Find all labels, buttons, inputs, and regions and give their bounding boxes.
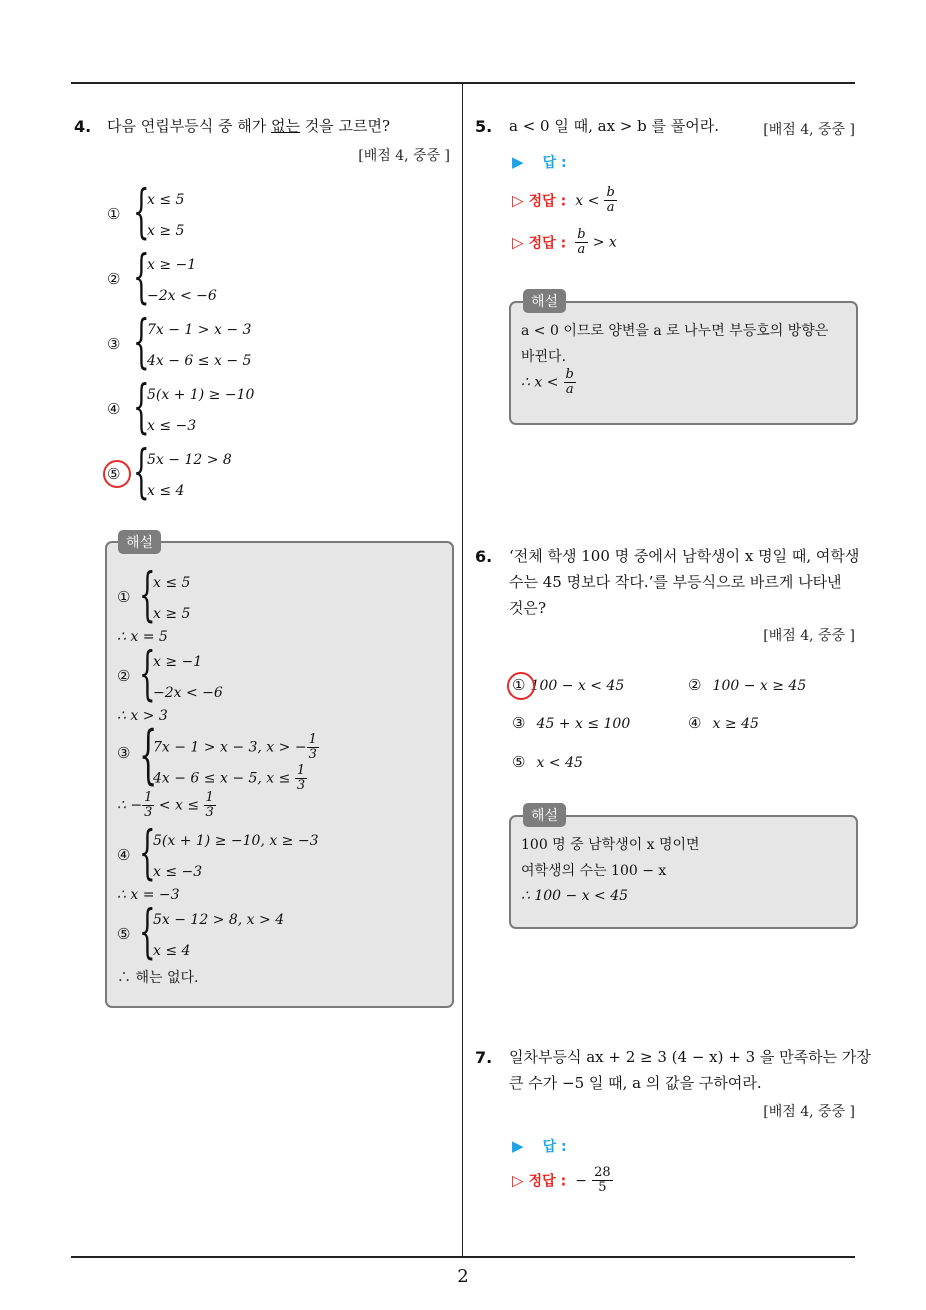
brace-icon: { [139, 818, 156, 886]
q4-score: [배점 4, 중중 ] [358, 148, 450, 164]
play-arrow-icon: ▶ [512, 153, 524, 171]
q5-question: a < 0 일 때, ax > b 를 풀어라. [509, 117, 720, 135]
expl-mark: ④ [117, 846, 131, 864]
brace-icon: { [139, 560, 156, 628]
expl-mark: ③ [117, 744, 131, 762]
option-text: 45 + x ≤ 100 [536, 716, 631, 732]
bottom-rule [71, 1256, 855, 1258]
expl-mark: ① [117, 588, 131, 606]
option-mark: ③ [512, 714, 526, 732]
answer-expr: > x [592, 234, 617, 251]
q6-expl-line-3: ∴ 100 − x < 45 [521, 888, 629, 904]
outline-arrow-icon: ▷ [512, 1171, 524, 1190]
expl-line-2: −2x < −6 [153, 685, 223, 701]
expl-conclusion: ∴ x = −3 [117, 887, 180, 903]
q6-explanation-tag: 해설 [523, 803, 566, 827]
brace-icon: { [139, 718, 158, 792]
option-mark: ⑤ [512, 753, 526, 771]
option-text: 100 − x < 45 [530, 678, 625, 694]
q6-expl-line-2: 여학생의 수는 100 − x [521, 863, 667, 879]
q6-option-4[interactable] [688, 713, 759, 732]
outline-arrow-icon: ▷ [512, 233, 524, 252]
q6-option-1[interactable] [512, 675, 624, 694]
option-mark: ⑤ [107, 465, 121, 483]
option-mark: ① [512, 676, 526, 694]
q6-expl-line-1: 100 명 중 남학생이 x 명이면 [521, 837, 700, 853]
option-line-2: 4x − 6 ≤ x − 5 [147, 353, 252, 369]
answer-fraction: $\frac{b}{a}$ [606, 185, 615, 215]
option-line-2: −2x < −6 [147, 288, 217, 304]
option-line-1: 5(x + 1) ≥ −10 [147, 387, 255, 403]
expl-line-1: 5x − 12 > 8, x > 4 [153, 912, 285, 928]
play-arrow-icon: ▶ [512, 1137, 524, 1155]
option-line-1: x ≥ −1 [147, 257, 197, 273]
option-mark: ④ [688, 714, 702, 732]
q7-question-l2: 큰 수가 −5 일 때, a 의 값을 구하여라. [509, 1074, 762, 1092]
q4-text-underlined: 없는 [270, 117, 300, 135]
option-mark: ① [107, 205, 121, 223]
option-text: x < 45 [536, 755, 583, 771]
q5-expl-line-2: 바뀐다. [521, 349, 567, 365]
q6-question-l3: 것은? [509, 599, 547, 617]
brace-icon: { [133, 372, 150, 440]
selected-circle-icon [507, 672, 535, 700]
answer-label: 답 : [542, 1139, 567, 1155]
answer-fraction: $\frac{28}{5}$ [594, 1165, 611, 1195]
q4-text-a: 다음 연립부등식 중 해가 [107, 117, 271, 135]
q5-expl-line-3 [521, 368, 576, 397]
option-mark: ④ [107, 400, 121, 418]
expl-mark: ② [117, 667, 131, 685]
q5-expl-line-1: a < 0 이므로 양변을 a 로 나누면 부등호의 방향은 [521, 323, 829, 339]
answer-fraction: $\frac{b}{a}$ [577, 227, 586, 257]
option-line-1: x ≤ 5 [147, 192, 185, 208]
expl-conclusion: ∴ − $\frac{1}{3}$ < x ≤ $\frac{1}{3}$ [117, 790, 214, 820]
option-line-1: 7x − 1 > x − 3 [147, 322, 252, 338]
expl-conclusion: ∴ x > 3 [117, 708, 168, 724]
q6-number: 6. [475, 547, 493, 566]
expl-mark: ⑤ [117, 925, 131, 943]
expl-line-2: x ≤ 4 [153, 943, 191, 959]
correct-label: 정답 : [528, 1173, 567, 1190]
option-line-2: x ≤ 4 [147, 483, 185, 499]
q4-question [107, 113, 390, 140]
q4-explanation-tag: 해설 [118, 530, 161, 554]
q6-option-3[interactable] [512, 713, 630, 732]
q5-correct-2 [512, 228, 617, 257]
option-line-2: x ≤ −3 [147, 418, 197, 434]
correct-label: 정답 : [528, 235, 567, 252]
brace-icon: { [139, 897, 156, 965]
expl-line-2: x ≥ 5 [153, 606, 191, 622]
correct-label: 정답 : [528, 193, 567, 210]
outline-arrow-icon: ▷ [512, 191, 524, 210]
expl-conclusion: ∴ 해는 없다. [117, 970, 199, 986]
expl-line-2: x ≤ −3 [153, 864, 203, 880]
answer-label: 답 : [542, 155, 567, 171]
q7-number: 7. [475, 1048, 493, 1067]
brace-icon: { [139, 639, 156, 707]
q6-score: [배점 4, 중중 ] [763, 628, 855, 644]
top-rule [71, 82, 855, 84]
expl-line-1: 7x − 1 > x − 3, x > − $\frac{1}{3}$ [153, 732, 317, 762]
expl-line-1: x ≤ 5 [153, 575, 191, 591]
q6-option-2[interactable] [688, 675, 806, 694]
expl-line-1: x ≥ −1 [153, 654, 203, 670]
q6-question-l1: ‘전체 학생 100 명 중에서 남학생이 x 명일 때, 여학생 [509, 547, 860, 565]
option-line-1: 5x − 12 > 8 [147, 452, 232, 468]
q4-number: 4. [74, 117, 92, 136]
option-mark: ② [107, 270, 121, 288]
q5-correct-1 [512, 186, 617, 215]
column-divider [462, 84, 463, 1256]
q5-number: 5. [475, 117, 493, 136]
expl-fraction: $\frac{b}{a}$ [565, 367, 574, 397]
option-mark: ③ [107, 335, 121, 353]
brace-icon: { [133, 177, 150, 245]
q6-question-l2: 수는 45 명보다 작다.’를 부등식으로 바르게 나타낸 [509, 573, 842, 591]
answer-sign: − [575, 1172, 587, 1189]
option-line-2: x ≥ 5 [147, 223, 185, 239]
brace-icon: { [133, 437, 150, 505]
q5-answer-row[interactable] [512, 152, 567, 172]
page-number: 2 [457, 1266, 469, 1287]
option-mark: ② [688, 676, 702, 694]
q7-score: [배점 4, 중중 ] [763, 1104, 855, 1120]
q7-question-l1: 일차부등식 ax + 2 ≥ 3 (4 − x) + 3 을 만족하는 가장 [509, 1048, 871, 1066]
expl-line-2: 4x − 6 ≤ x − 5, x ≤ $\frac{1}{3}$ [153, 763, 306, 793]
q7-correct [512, 1166, 613, 1195]
brace-icon: { [133, 307, 150, 375]
brace-icon: { [133, 242, 150, 310]
q5-score: [배점 4, 중중 ] [763, 122, 855, 138]
expl-line-1: 5(x + 1) ≥ −10, x ≥ −3 [153, 833, 319, 849]
option-text: 100 − x ≥ 45 [712, 678, 807, 694]
option-text: x ≥ 45 [712, 716, 759, 732]
q4-text-b: 것을 고르면? [299, 117, 390, 135]
expl-expr: ∴ x < [521, 374, 559, 391]
q5-explanation-tag: 해설 [523, 289, 566, 313]
q7-answer-row[interactable] [512, 1136, 567, 1156]
q6-option-5[interactable] [512, 752, 583, 771]
answer-expr: x < [575, 192, 600, 209]
expl-conclusion: ∴ x = 5 [117, 629, 168, 645]
